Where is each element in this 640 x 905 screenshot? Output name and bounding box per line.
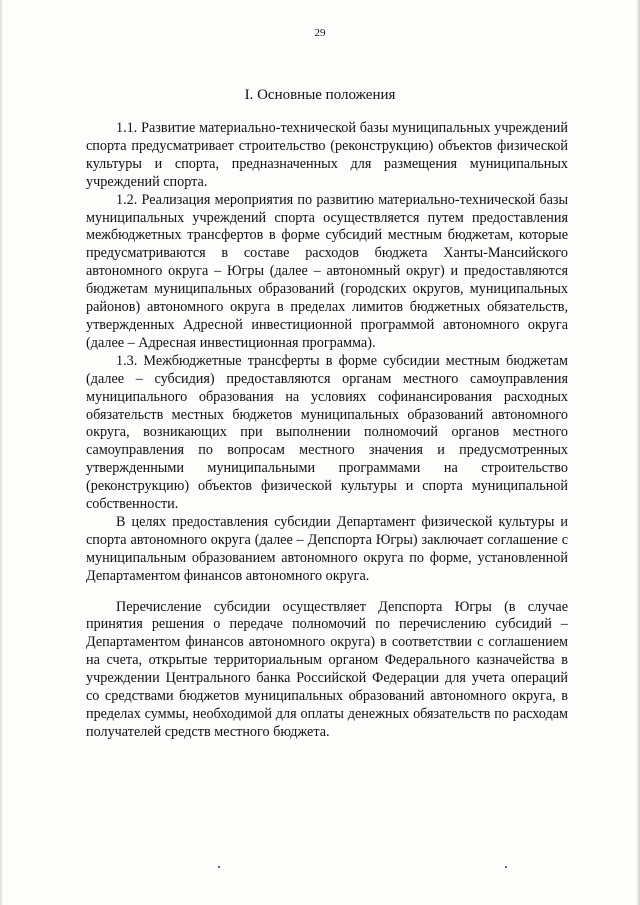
scan-speck bbox=[218, 866, 220, 868]
paragraph-transfer: Перечисление субсидии осуществляет Депспорта Югры (в случае принятия решения о передаче полномочий по перечислению субсидий – Департаментом финансов автономного округа) в соответствии с соглашением на счета, открытые территориальным органом Федерального казначейства в учреждении Центрального банка Российской Федерации для учета операций со средствами бюджетов муниципальных образований автономного округа, в пределах суммы, необходимой для оплаты денежных обязательств по расходам получателей средств местного бюджета. bbox=[86, 598, 568, 740]
page-number: 29 bbox=[314, 27, 326, 39]
scan-edge-left bbox=[0, 0, 3, 905]
scan-speck bbox=[505, 866, 507, 868]
body-text bbox=[86, 120, 568, 742]
paragraph-1-3: 1.3. Межбюджетные трансферты в форме субсидии местным бюджетам (далее – субсидия) предоставляются органам местного самоуправления муниципального образования на условиях софинансирования расходных обязательств местных бюджетов муниципальных образований автономного округа, возникающих при выполнении полномочий органов местного самоуправления по вопросам местного значения и предусмотренных утвержденными муниципальными программами на строительство (реконструкцию) объектов физической культуры и спорта муниципальной собственности. bbox=[86, 352, 568, 513]
section-heading: I. Основные положения bbox=[244, 87, 396, 103]
scan-edge-right bbox=[636, 0, 640, 905]
paragraph-1-1: 1.1. Развитие материально-технической базы муниципальных учреждений спорта предусматривает строительство (реконструкцию) объектов физической культуры и спорта, предназначенных для размещения муниципальных учреждений спорта. bbox=[86, 120, 568, 190]
paragraph-1-2: 1.2. Реализация мероприятия по развитию материально-технической базы муниципальных учреждений спорта осуществляется путем предоставления межбюджетных трансфертов в форме субсидий местным бюджетам, которые предусматриваются в составе расходов бюджета Ханты-Мансийского автономного округа – Югры (далее – автономный округ) и предоставляются бюджетам муниципальных образований (городских округов, муниципальных районов) автономного округа в пределах лимитов бюджетных обязательств, утвержденных Адресной инвестиционной программой автономного округа (далее – Адресная инвестиционная программа). bbox=[86, 191, 568, 351]
paragraph-agreement: В целях предоставления субсидии Департамент физической культуры и спорта автономного округа (далее – Депспорта Югры) заключает соглашение с муниципальным образованием автономного округа по форме, установленной Департаментом финансов автономного округа. bbox=[86, 513, 568, 584]
